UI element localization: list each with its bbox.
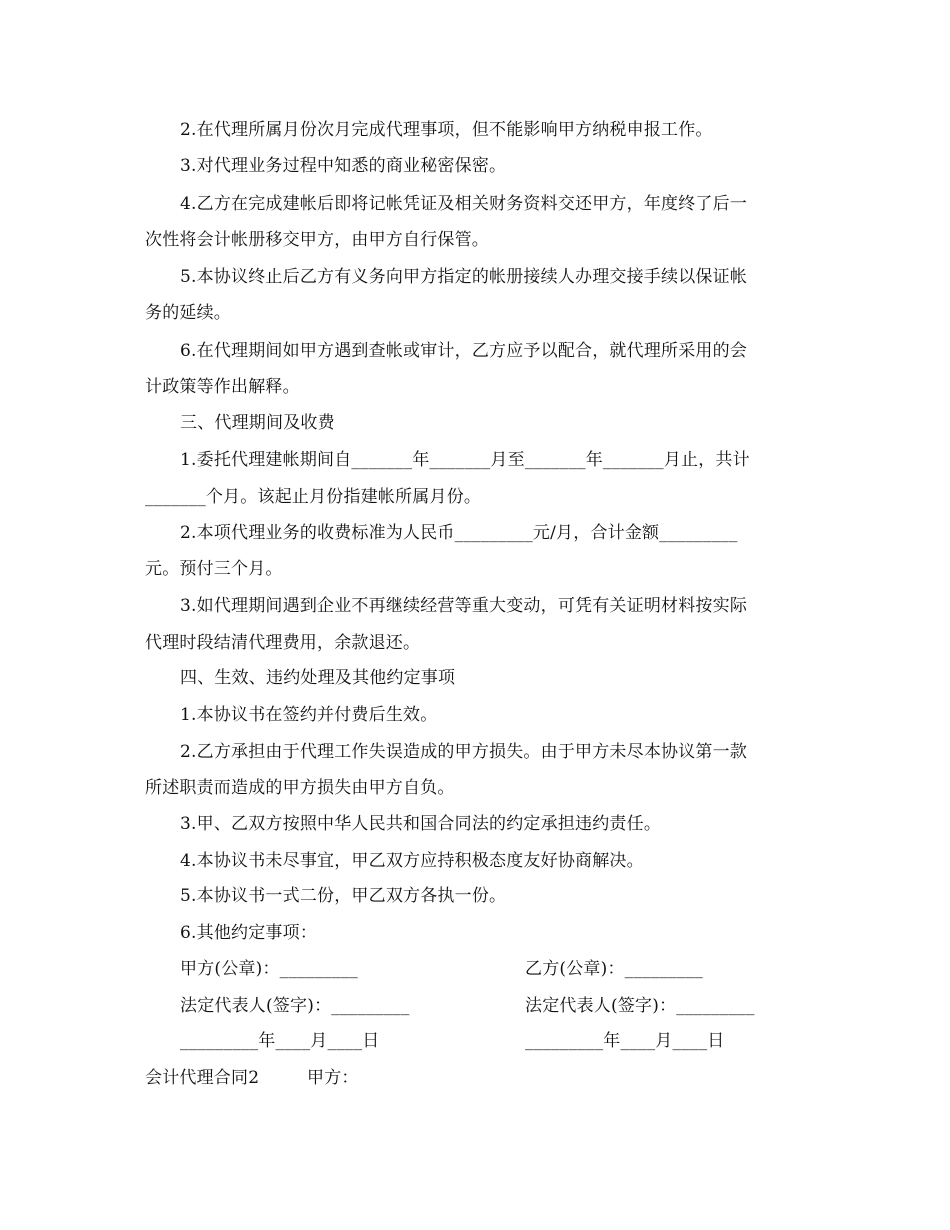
clause-line-continued: _______个月。该起止月份指建帐所属月份。 [145, 487, 482, 507]
section-heading: 四、生效、违约处理及其他约定事项 [180, 668, 456, 688]
clause-line: 1.委托代理建帐期间自_______年_______月至_______年_______月止，共计 [180, 450, 750, 470]
next-contract-party-label: 甲方： [307, 1068, 359, 1088]
clause-line: 4.乙方在完成建帐后即将记帐凭证及相关财务资料交还甲方，年度终了后一 [180, 194, 748, 214]
clause-line: 5.本协议书一式二份，甲乙双方各执一份。 [180, 886, 507, 906]
next-contract-title: 会计代理合同2 [145, 1068, 260, 1088]
clause-line: 4.本协议书未尽事宜，甲乙双方应持积极态度友好协商解决。 [180, 851, 644, 871]
party-a-representative-field: 法定代表人(签字)：_________ [180, 996, 410, 1016]
clause-line: 3.对代理业务过程中知悉的商业秘密保密。 [180, 156, 507, 176]
party-a-date-field: _________年____月____日 [180, 1031, 380, 1051]
party-b-representative-field: 法定代表人(签字)：_________ [525, 996, 755, 1016]
clause-line: 6.其他约定事项： [180, 923, 318, 943]
clause-line: 3.如代理期间遇到企业不再继续经营等重大变动，可凭有关证明材料按实际 [180, 596, 748, 616]
party-b-date-field: _________年____月____日 [525, 1031, 725, 1051]
clause-line: 6.在代理期间如甲方遇到查帐或审计，乙方应予以配合，就代理所采用的会 [180, 341, 748, 361]
clause-line: 2.乙方承担由于代理工作失误造成的甲方损失。由于甲方未尽本协议第一款 [180, 742, 748, 762]
party-a-seal-field: 甲方(公章)：_________ [180, 959, 358, 979]
clause-line-continued: 务的延续。 [145, 303, 231, 323]
section-heading: 三、代理期间及收费 [180, 413, 335, 433]
clause-line: 2.在代理所属月份次月完成代理事项，但不能影响甲方纳税申报工作。 [180, 120, 713, 140]
clause-line-continued: 所述职责而造成的甲方损失由甲方自负。 [145, 778, 455, 798]
clause-line: 5.本协议终止后乙方有义务向甲方指定的帐册接续人办理交接手续以保证帐 [180, 267, 748, 287]
clause-line: 3.甲、乙双方按照中华人民共和国合同法的约定承担违约责任。 [180, 814, 662, 834]
party-b-seal-field: 乙方(公章)：_________ [525, 959, 703, 979]
clause-line-continued: 计政策等作出解释。 [145, 377, 300, 397]
clause-line-continued: 代理时段结清代理费用，余款退还。 [145, 633, 421, 653]
clause-line-continued: 元。预付三个月。 [145, 559, 283, 579]
clause-line: 1.本协议书在签约并付费后生效。 [180, 705, 438, 725]
clause-line-continued: 次性将会计帐册移交甲方，由甲方自行保管。 [145, 230, 489, 250]
clause-line: 2.本项代理业务的收费标准为人民币_________元/月，合计金额_________ [180, 523, 738, 543]
